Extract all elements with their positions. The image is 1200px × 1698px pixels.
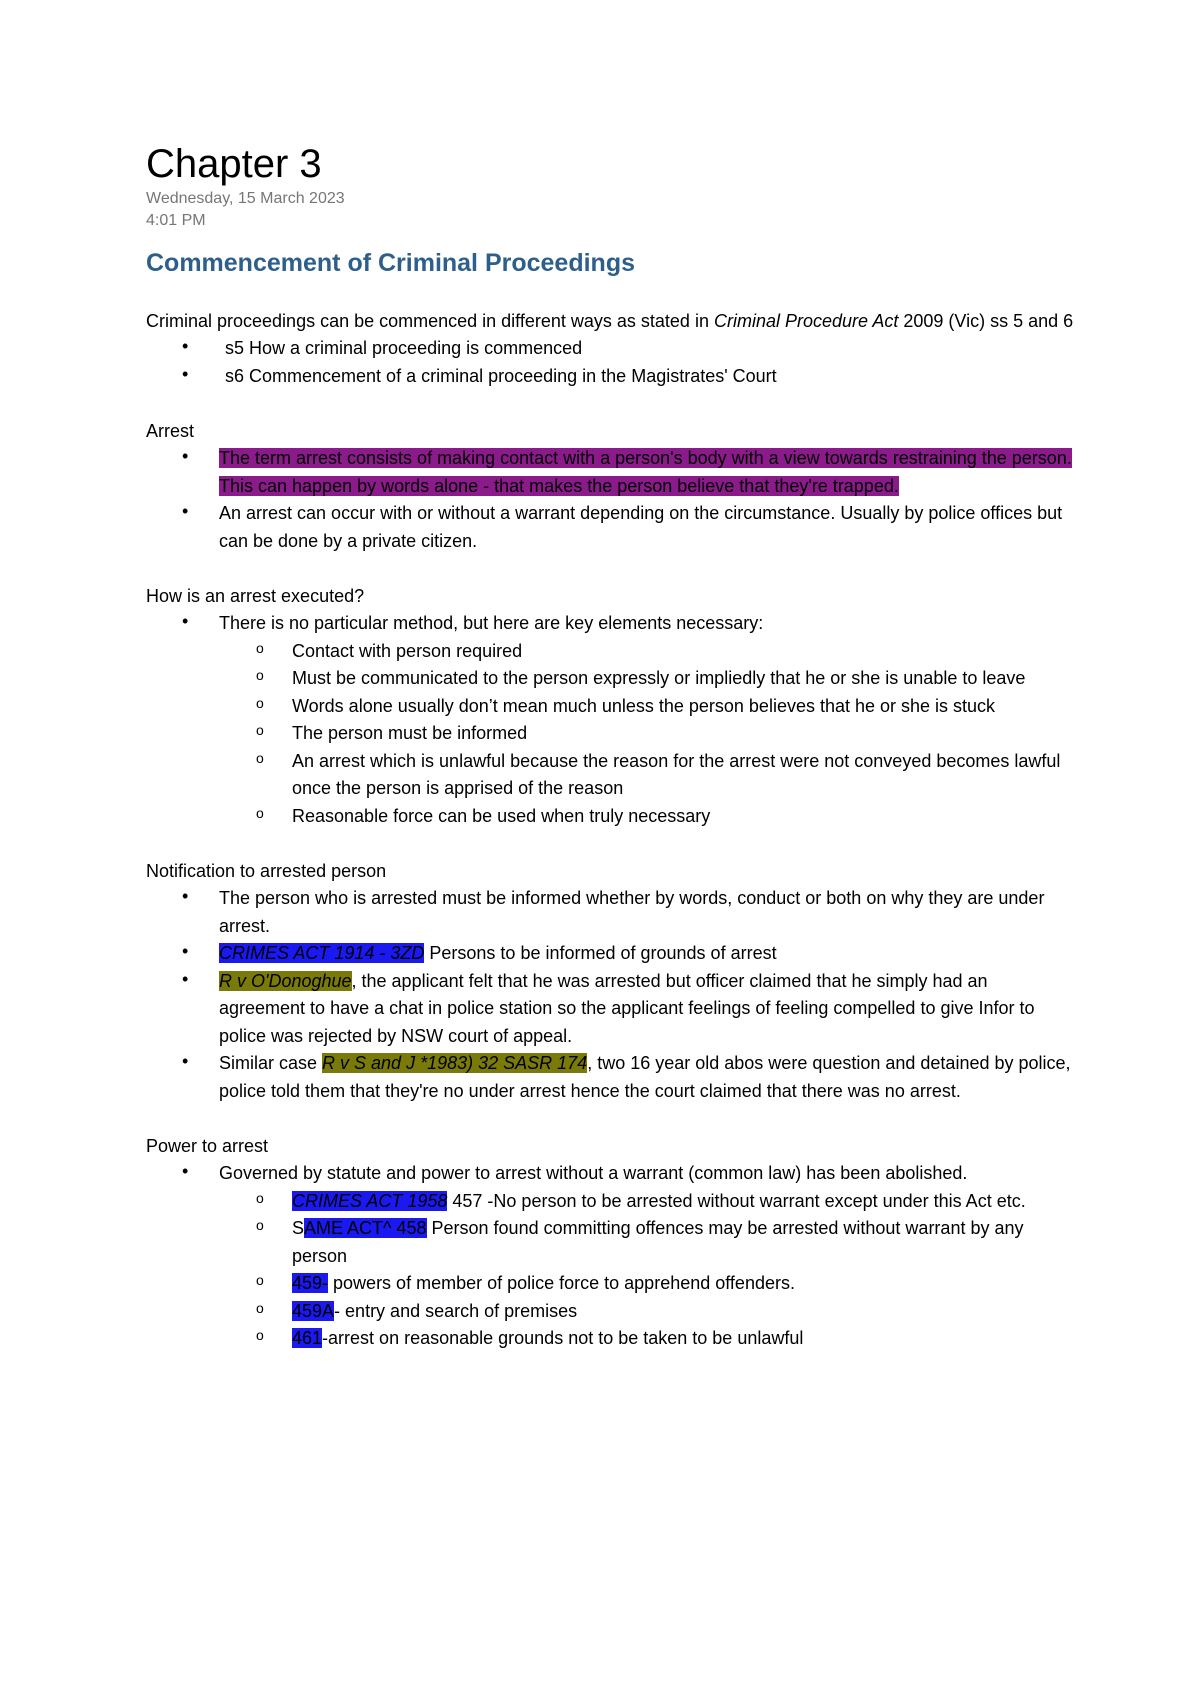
highlighted-text: The term arrest consists of making contact with a person's body with a view towards restraining the person. This can happen by words alone - that makes the person believe that they're trapped. <box>219 448 1072 496</box>
sub-list-item: o 459- powers of member of police force to apprehend offenders. <box>146 1270 1076 1298</box>
section-reference: 459A <box>292 1300 335 1321</box>
notification-title: Notification to arrested person <box>146 860 387 881</box>
sub-list-item: o An arrest which is unlawful because the reason for the arrest were not conveyed becomes lawful once the person is apprised of the reason <box>146 748 1076 803</box>
intro-paragraph: Criminal proceedings can be commenced in different ways as stated in Criminal Procedure Act 2009 (Vic) ss 5 and 6 <box>146 310 1074 331</box>
list-item: • s5 How a criminal proceeding is commenced <box>146 335 1076 363</box>
page-title: Chapter 3 <box>146 142 322 186</box>
sub-list-item: o CRIMES ACT 1958 457 -No person to be arrested without warrant except under this Act etc. <box>146 1188 1076 1216</box>
statute-reference: CRIMES ACT 1958 <box>292 1190 448 1211</box>
sub-list-item: o Reasonable force can be used when truly necessary <box>146 803 1076 831</box>
list-item: • Similar case R v S and J *1983) 32 SASR 174, two 16 year old abos were question and detained by police, police told them that they're no under arrest hence the court claimed that there was no arrest. <box>146 1050 1076 1105</box>
sub-list-item: o Words alone usually don’t mean much unless the person believes that he or she is stuck <box>146 693 1076 721</box>
sub-list-item: o Must be communicated to the person expressly or impliedly that he or she is unable to leave <box>146 665 1076 693</box>
case-reference: R v S and J *1983) 32 SASR 174 <box>322 1053 588 1073</box>
execution-title: How is an arrest executed? <box>146 585 365 606</box>
page-date: Wednesday, 15 March 2023 <box>146 190 345 207</box>
case-reference: R v O'Donoghue <box>219 970 352 991</box>
section-heading: Commencement of Criminal Proceedings <box>146 249 636 277</box>
list-item: • CRIMES ACT 1914 - 3ZD Persons to be informed of grounds of arrest <box>146 940 1076 968</box>
arrest-list <box>146 445 1076 555</box>
power-list <box>146 1160 1076 1353</box>
list-item: • s6 Commencement of a criminal proceeding in the Magistrates' Court <box>146 363 1076 391</box>
list-item: • R v O'Donoghue, the applicant felt that he was arrested but officer claimed that he simply had an agreement to have a chat in police station so the applicant feelings of feeling compelled to give Infor to police was rejected by NSW court of appeal. <box>146 968 1076 1051</box>
power-title: Power to arrest <box>146 1135 269 1156</box>
intro-list <box>146 335 1076 390</box>
sub-list-item: o The person must be informed <box>146 720 1076 748</box>
list-item <box>146 445 1076 500</box>
list-item: • The person who is arrested must be informed whether by words, conduct or both on why they are under arrest. <box>146 885 1076 940</box>
list-item: • There is no particular method, but here are key elements necessary: <box>146 610 1076 638</box>
sub-list-item: o 461-arrest on reasonable grounds not to be taken to be unlawful <box>146 1325 1076 1353</box>
list-item: • Governed by statute and power to arrest without a warrant (common law) has been abolished. <box>146 1160 1076 1188</box>
list-item: • An arrest can occur with or without a warrant depending on the circumstance. Usually by police offices but can be done by a private citizen. <box>146 500 1076 555</box>
note-page <box>146 140 1076 1353</box>
statute-reference: CRIMES ACT 1914 - 3ZD <box>219 943 425 963</box>
sub-list-item: o SAME ACT^ 458 Person found committing offences may be arrested without warrant by any person <box>146 1215 1076 1270</box>
arrest-title: Arrest <box>146 420 195 441</box>
sub-list-item: o 459A- entry and search of premises <box>146 1298 1076 1326</box>
notification-list <box>146 885 1076 1105</box>
statute-reference: AME ACT^ 458 <box>304 1218 427 1238</box>
section-reference: 461 <box>292 1328 323 1348</box>
section-reference: 459- <box>292 1273 329 1293</box>
sub-list-item: o Contact with person required <box>146 638 1076 666</box>
note-body <box>146 280 1076 1353</box>
page-time: 4:01 PM <box>146 212 206 229</box>
execution-list <box>146 610 1076 830</box>
act-name: Criminal Procedure Act <box>713 310 899 331</box>
